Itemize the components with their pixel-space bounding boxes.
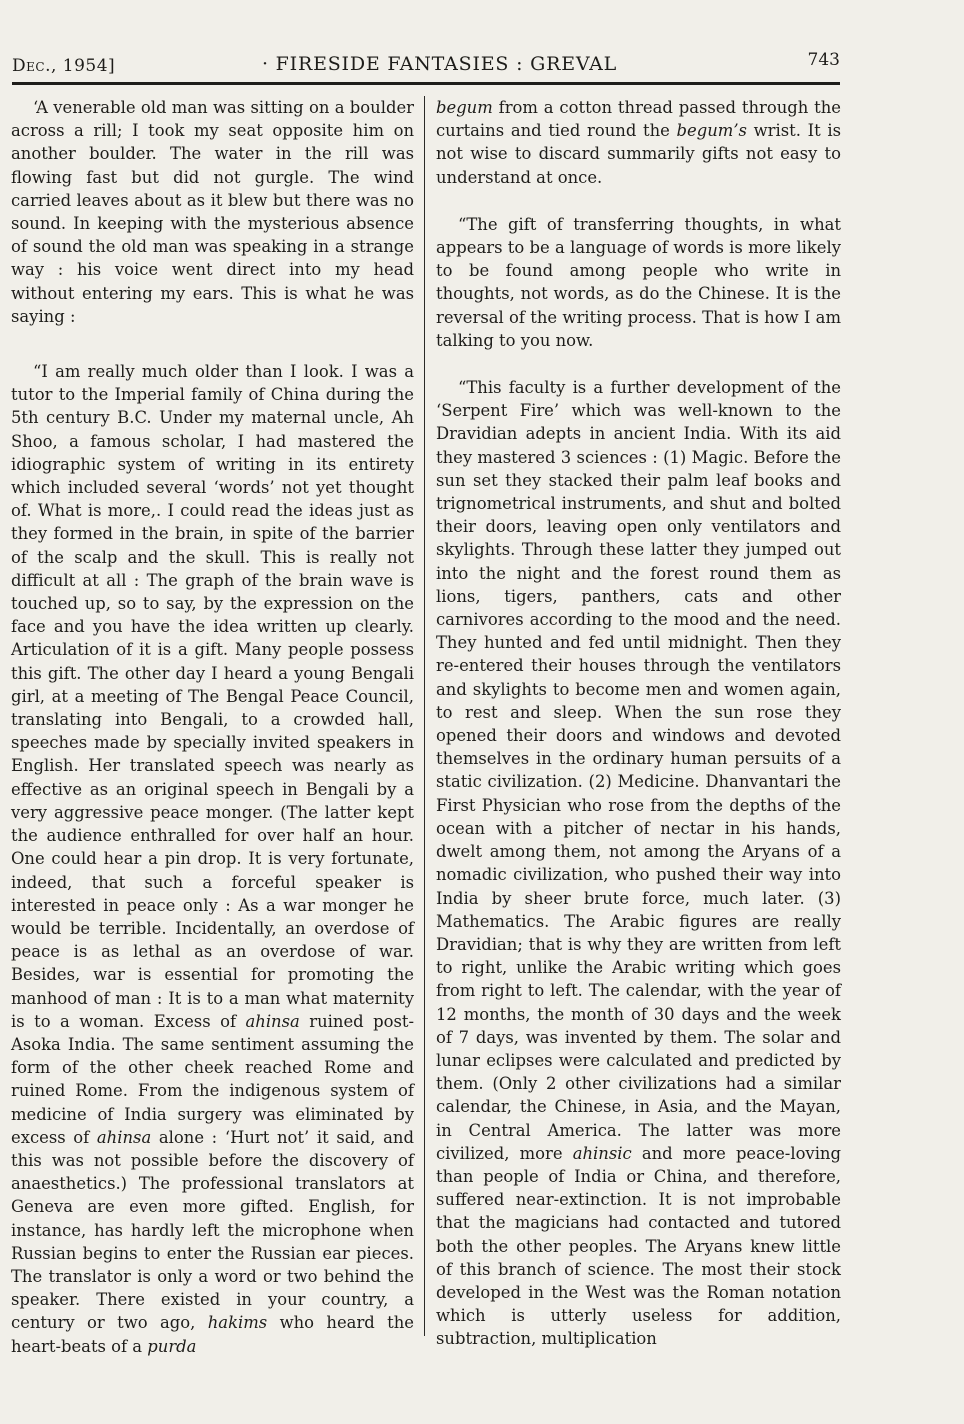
header-title: · FIRESIDE FANTASIES : GREVAL — [262, 53, 618, 75]
paragraph: “This faculty is a further development of the ‘Serpent Fire’ which was well-known to the Dravidian adepts in ancient India. With its aid they mastered 3 sciences : (1) Magic. Before the sun set they stacked their palm leaf books and trignometrical instruments, and shut and bolted their doors, leaving open only ventilators and skylights. Through these latter they jumped out into the night and the forest round them as lions, tigers, panthers, cats and other carnivores according to the mood and the need. They hunted and fed until midnight. Then they re-entered their houses through the ventilators and skylights to become men and women again, to rest and sleep. When the sun rose they opened their doors and windows and devoted themselves in the ordinary human persuits of a static civilization. (2) Medicine. Dhanvantari the First Physician who rose from the depths of the ocean with a pitcher of nectar in his hands, dwelt among them, not among the Aryans of a nomadic civilization, who pushed their way into India by sheer brute force, much later. (3) Mathematics. The Arabic figures are really Dravidian; that is why they are written from left to right, unlike the Arabic writing which goes from right to left. The calendar, with the year of 12 months, the month of 30 days and the week of 7 days, was invented by them. The solar and lunar eclipses were calculated and predicted by them. (Only 2 other civilizations had a similar calendar, the Chinese, in Asia, and the Mayan, in Central America. The latter was more civilized, more ahinsic and more peace-loving than people of India or China, and therefore, suffered near-extinction. It is not improbable that the magicians had contacted and tutored both the other peoples. The Aryans knew little of this branch of science. The most their stock developed in the West was the Roman notation which is utterly useless for addition, subtraction, multiplication — [436, 378, 841, 1349]
paragraph: “The gift of transferring thoughts, in what appears to be a language of words is more likely to be found among people who write in thoughts, not words, as do the Chinese. It is the reversal of the writing process. That is how I am talking to you now. — [436, 214, 841, 350]
running-header — [12, 50, 840, 80]
paragraph: begum from a cotton thread passed through the curtains and tied round the begum’s wrist. It is not wise to discard summarily gifts not easy to understand at once. — [436, 98, 841, 187]
header-rule — [12, 82, 840, 85]
paragraph: “I am really much older than I look. I was a tutor to the Imperial family of China during the 5th century B.C. Under my maternal uncle, Ah Shoo, a famous scholar, I had mastered the idiographic system of writing in its entirety which included several ‘words’ not yet thought of. What is more,. I could read the ideas just as they formed in the brain, in spite of the barrier of the scalp and the skull. This is really not difficult at all : The graph of the brain wave is touched up, so to say, by the expression on the face and you have the idea written up clearly. Articulation of it is a gift. Many people possess this gift. The other day I heard a young Bengali girl, at a meeting of The Bengal Peace Council, translating into Bengali, to a crowded hall, speeches made by specially invited speakers in English. Her translated speech was nearly as effective as an original speech in Bengali by a very aggressive peace monger. (The latter kept the audience enthralled for over half an hour. One could hear a pin drop. It is very fortunate, indeed, that such a forceful speaker is interested in peace only : As a war monger he would be terrible. Incidentally, an overdose of peace is as lethal as an overdose of war. Besides, war is essential for promoting the manhood of man : It is to a man what maternity is to a woman. Excess of ahinsa ruined post-Asoka India. The same sentiment assuming the form of the other cheek reached Rome and ruined Rome. From the indigenous system of medicine of India surgery was eliminated by excess of ahinsa alone : ‘Hurt not’ it said, and this was not possible before the discovery of anaesthetics.) The professional translators at Geneva are even more gifted. English, for instance, has hardly left the microphone when Russian begins to enter the Russian ear pieces. The translator is only a word or two behind the speaker. There existed in your country, a century or two ago, hakims who heard the heart-beats of a purda — [11, 362, 414, 1356]
paragraph: ‘A venerable old man was sitting on a boulder across a rill; I took my seat opposite him on another boulder. The water in the rill was flowing fast but did not gurgle. The wind carried leaves about as it blew but there was no sound. In keeping with the mysterious absence of sound the old man was speaking in a strange way : his voice went direct into my head without entering my ears. This is what he was saying : — [11, 98, 414, 326]
left-column — [11, 96, 414, 1358]
header-date: Dec., 1954] — [12, 56, 116, 76]
page-number: 743 — [807, 50, 840, 70]
column-divider — [424, 96, 425, 1336]
right-column — [436, 96, 841, 1351]
